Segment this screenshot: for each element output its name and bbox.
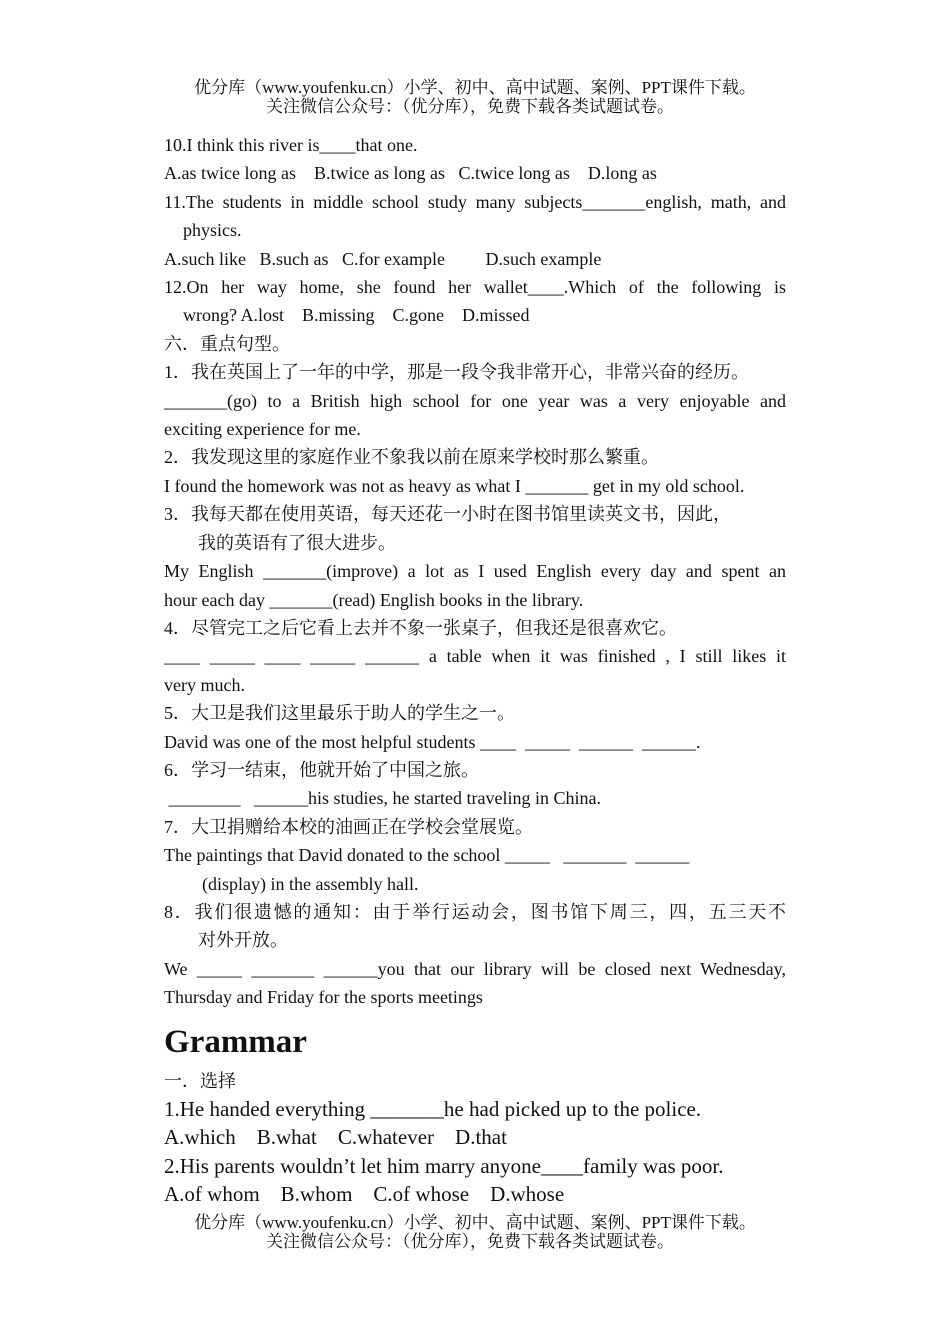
sentence-4-english-cont: very much. [164, 674, 245, 695]
grammar-question-2: 2.His parents wouldn’t let him marry anyone____family was poor. [164, 1153, 724, 1178]
question-10-options: A.as twice long as B.twice as long as C.twice long as D.long as [164, 163, 657, 184]
footer-line-1: 优分库（www.youfenku.cn）小学、初中、高中试题、案例、PPT课件下载。 [194, 1213, 756, 1232]
sentence-7-english: The paintings that David donated to the school _____ _______ ______ [164, 845, 690, 866]
sentence-3-chinese: 3．我每天都在使用英语，每天还花一小时在图书馆里读英文书，因此， [164, 504, 731, 525]
sentence-5-english: David was one of the most helpful students ____ _____ ______ ______. [164, 731, 701, 752]
grammar-question-2-options: A.of whom B.whom C.of whose D.whose [164, 1182, 565, 1207]
sentence-7-english-cont: (display) in the assembly hall. [202, 873, 419, 894]
sentence-4-english: ____ _____ ____ _____ ______ a table when it was finished , I still likes it [164, 646, 786, 667]
section-heading-key-sentences: 六．重点句型。 [164, 333, 290, 354]
question-10: 10.I think this river is____that one. [164, 135, 418, 155]
document-body [164, 131, 786, 1209]
sentence-3-chinese-cont: 我的英语有了很大进步。 [198, 532, 396, 553]
header-line-2: 关注微信公众号：（优分库），免费下载各类试题试卷。 [266, 97, 674, 116]
sentence-7-chinese: 7．大卫捐赠给本校的油画正在学校会堂展览。 [164, 816, 533, 837]
question-11: 11.The students in middle school study many subjects_______english, math, and [164, 191, 786, 212]
question-11-options: A.such like B.such as C.for example D.such example [164, 248, 602, 269]
question-12-options: wrong? A.lost B.missing C.gone D.missed [183, 305, 530, 326]
sentence-2-chinese: 2．我发现这里的家庭作业不象我以前在原来学校时那么繁重。 [164, 447, 659, 468]
footer-line-2: 关注微信公众号：（优分库），免费下载各类试题试卷。 [266, 1232, 674, 1251]
header-line-1: 优分库（www.youfenku.cn）小学、初中、高中试题、案例、PPT课件下载。 [194, 78, 756, 97]
sentence-1-english-cont: exciting experience for me. [164, 419, 361, 440]
sentence-2-english: I found the homework was not as heavy as what I _______ get in my old school. [164, 475, 745, 496]
sentence-8-english: We _____ _______ ______you that our library will be closed next Wednesday, [164, 958, 786, 979]
sentence-4-chinese: 4．尽管完工之后它看上去并不象一张桌子，但我还是很喜欢它。 [164, 617, 677, 638]
grammar-question-1: 1.He handed everything _______he had picked up to the police. [164, 1097, 702, 1121]
page-footer [0, 1213, 950, 1251]
sentence-1-chinese: 1．我在英国上了一年的中学，那是一段令我非常开心，非常兴奋的经历。 [164, 362, 749, 383]
sentence-6-english: ________ ______his studies, he started traveling in China. [164, 788, 601, 809]
grammar-section-heading: 一．选择 [164, 1070, 236, 1091]
sentence-3-english-cont: hour each day _______(read) English books in the library. [164, 589, 584, 610]
sentence-1-english: _______(go) to a British high school for one year was a very enjoyable and [164, 390, 786, 411]
sentence-3-english: My English _______(improve) a lot as I used English every day and spent an [164, 561, 786, 582]
question-11-cont: physics. [183, 220, 242, 241]
sentence-8-english-cont: Thursday and Friday for the sports meetings [164, 987, 483, 1008]
grammar-title: Grammar [164, 1023, 307, 1060]
question-12: 12.On her way home, she found her wallet____.Which of the following is [164, 277, 786, 298]
sentence-8-chinese: 8．我们很遗憾的通知：由于举行运动会，图书馆下周三，四，五三天不 [164, 901, 786, 922]
grammar-question-1-options: A.which B.what C.whatever D.that [164, 1125, 507, 1150]
sentence-5-chinese: 5．大卫是我们这里最乐于助人的学生之一。 [164, 703, 515, 724]
page-header [0, 78, 950, 116]
sentence-6-chinese: 6．学习一结束，他就开始了中国之旅。 [164, 759, 479, 780]
sentence-8-chinese-cont: 对外开放。 [198, 930, 288, 951]
